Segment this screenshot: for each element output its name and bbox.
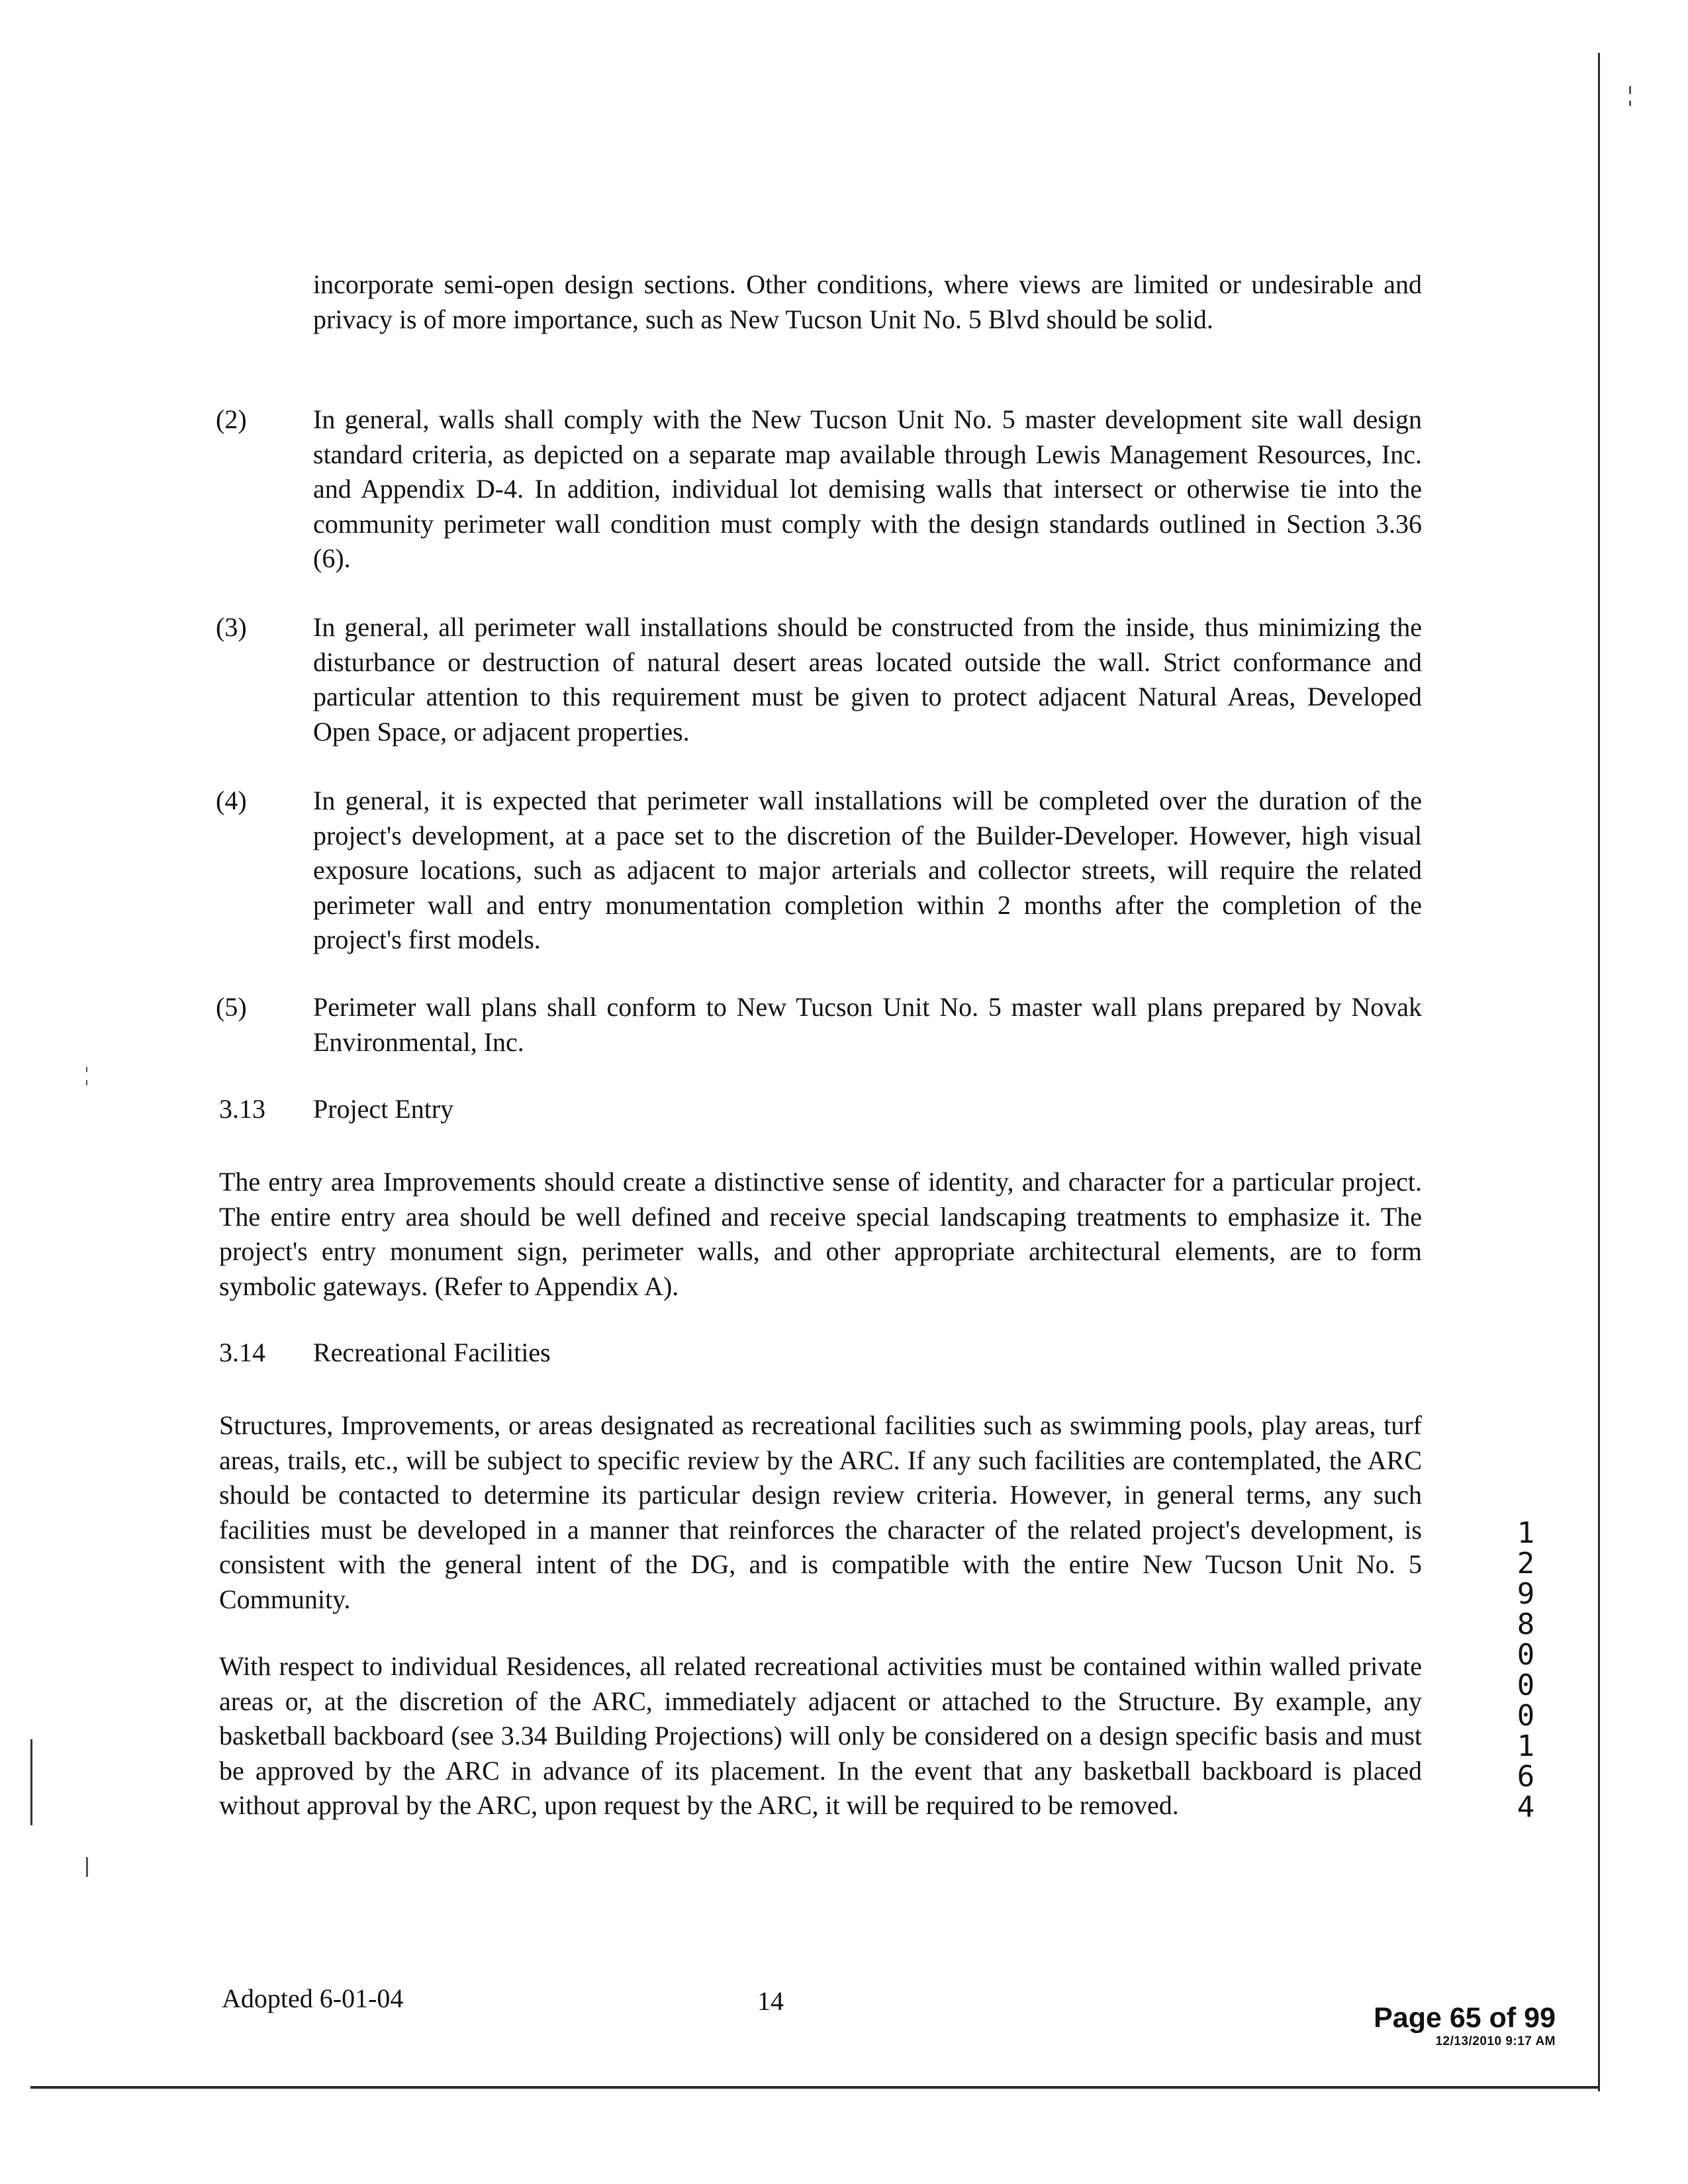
item-text: Perimeter wall plans shall conform to New Tucson Unit No. 5 master wall plans prepared by Novak Environmental, Inc. bbox=[313, 992, 1422, 1057]
scan-border-right bbox=[1598, 53, 1600, 2091]
footer-page-number: 14 bbox=[757, 1986, 784, 2016]
scan-mark bbox=[1629, 101, 1631, 106]
section-paragraph: With respect to individual Residences, all related recreational activities must be contained within walled private areas or, at the discretion of the ARC, immediately adjacent or attached to the Structure. By example, any basketball backboard (see 3.34 Building Projections) will only be considered on a design specific basis and must be approved by the ARC in advance of its placement. In the event that any basketball backboard is placed without approval by the ARC, upon request by the ARC, it will be required to be removed. bbox=[219, 1651, 1422, 1820]
item-text: In general, walls shall comply with the New Tucson Unit No. 5 master development site wall design standard criteria, as depicted on a separate map available through Lewis Management Resources, Inc. and Appendix D-4. In addition, individual lot demising walls that intersect or otherwise tie into the community perimeter wall condition must comply with the design standards outlined in Section 3.36 (6). bbox=[313, 404, 1422, 573]
scan-mark bbox=[86, 1080, 87, 1085]
item-number: (4) bbox=[216, 786, 247, 815]
scan-mark bbox=[86, 1067, 87, 1072]
scan-mark bbox=[30, 1739, 32, 1825]
scan-border-bottom bbox=[30, 2086, 1599, 2089]
section-paragraph: The entry area Improvements should create a distinctive sense of identity, and character for a particular project. The entire entry area should be well defined and receive special landscaping treatments to emphasize it. The project's entry monument sign, perimeter walls, and other appropriate architectural elements, are to form symbolic gateways. (Refer to Appendix A). bbox=[219, 1167, 1422, 1301]
page-stamp bbox=[1374, 2001, 1556, 2049]
item-text: In general, it is expected that perimeter wall installations will be completed over the duration of the project's development, at a pace set to the discretion of the Builder-Developer. However, high visual exposure locations, such as adjacent to major arterials and collector streets, will require the related perimeter wall and entry monumentation completion within 2 months after the completion of the project's first models. bbox=[313, 786, 1422, 954]
item-number: (2) bbox=[216, 404, 247, 434]
item-text: In general, all perimeter wall installations should be constructed from the inside, thus minimizing the disturbance or destruction of natural desert areas located outside the wall. Strict conformance and particular attention to this requirement must be given to protect adjacent Natural Areas, Developed Open Space, or adjacent properties. bbox=[313, 612, 1422, 747]
scan-mark bbox=[1629, 86, 1631, 94]
page-timestamp: 12/13/2010 9:17 AM bbox=[1435, 2034, 1556, 2048]
section-paragraph: Structures, Improvements, or areas designated as recreational facilities such as swimming pools, play areas, turf areas, trails, etc., will be subject to specific review by the ARC. If any such facilities are contemplated, the ARC should be contacted to determine its particular design review criteria. However, in general terms, any such facilities must be developed in a manner that reinforces the character of the related project's development, is consistent with the general intent of the DG, and is compatible with the entire New Tucson Unit No. 5 Community. bbox=[219, 1410, 1422, 1614]
recording-number: 12980 00164 bbox=[1517, 1516, 1552, 1824]
section-title: Recreational Facilities bbox=[313, 1338, 551, 1367]
section-number: 3.14 bbox=[219, 1338, 265, 1367]
page-of-total: Page 65 of 99 bbox=[1374, 2002, 1556, 2034]
item-number: (3) bbox=[216, 612, 247, 642]
footer-adopted-date: Adopted 6-01-04 bbox=[222, 1983, 404, 2013]
section-number: 3.13 bbox=[219, 1094, 265, 1124]
item-number: (5) bbox=[216, 992, 247, 1022]
scan-mark bbox=[86, 1857, 88, 1877]
intro-paragraph: incorporate semi-open design sections. Other conditions, where views are limited or undesirable and privacy is of more importance, such as New Tucson Unit No. 5 Blvd should be solid. bbox=[313, 269, 1422, 334]
section-title: Project Entry bbox=[313, 1094, 454, 1124]
